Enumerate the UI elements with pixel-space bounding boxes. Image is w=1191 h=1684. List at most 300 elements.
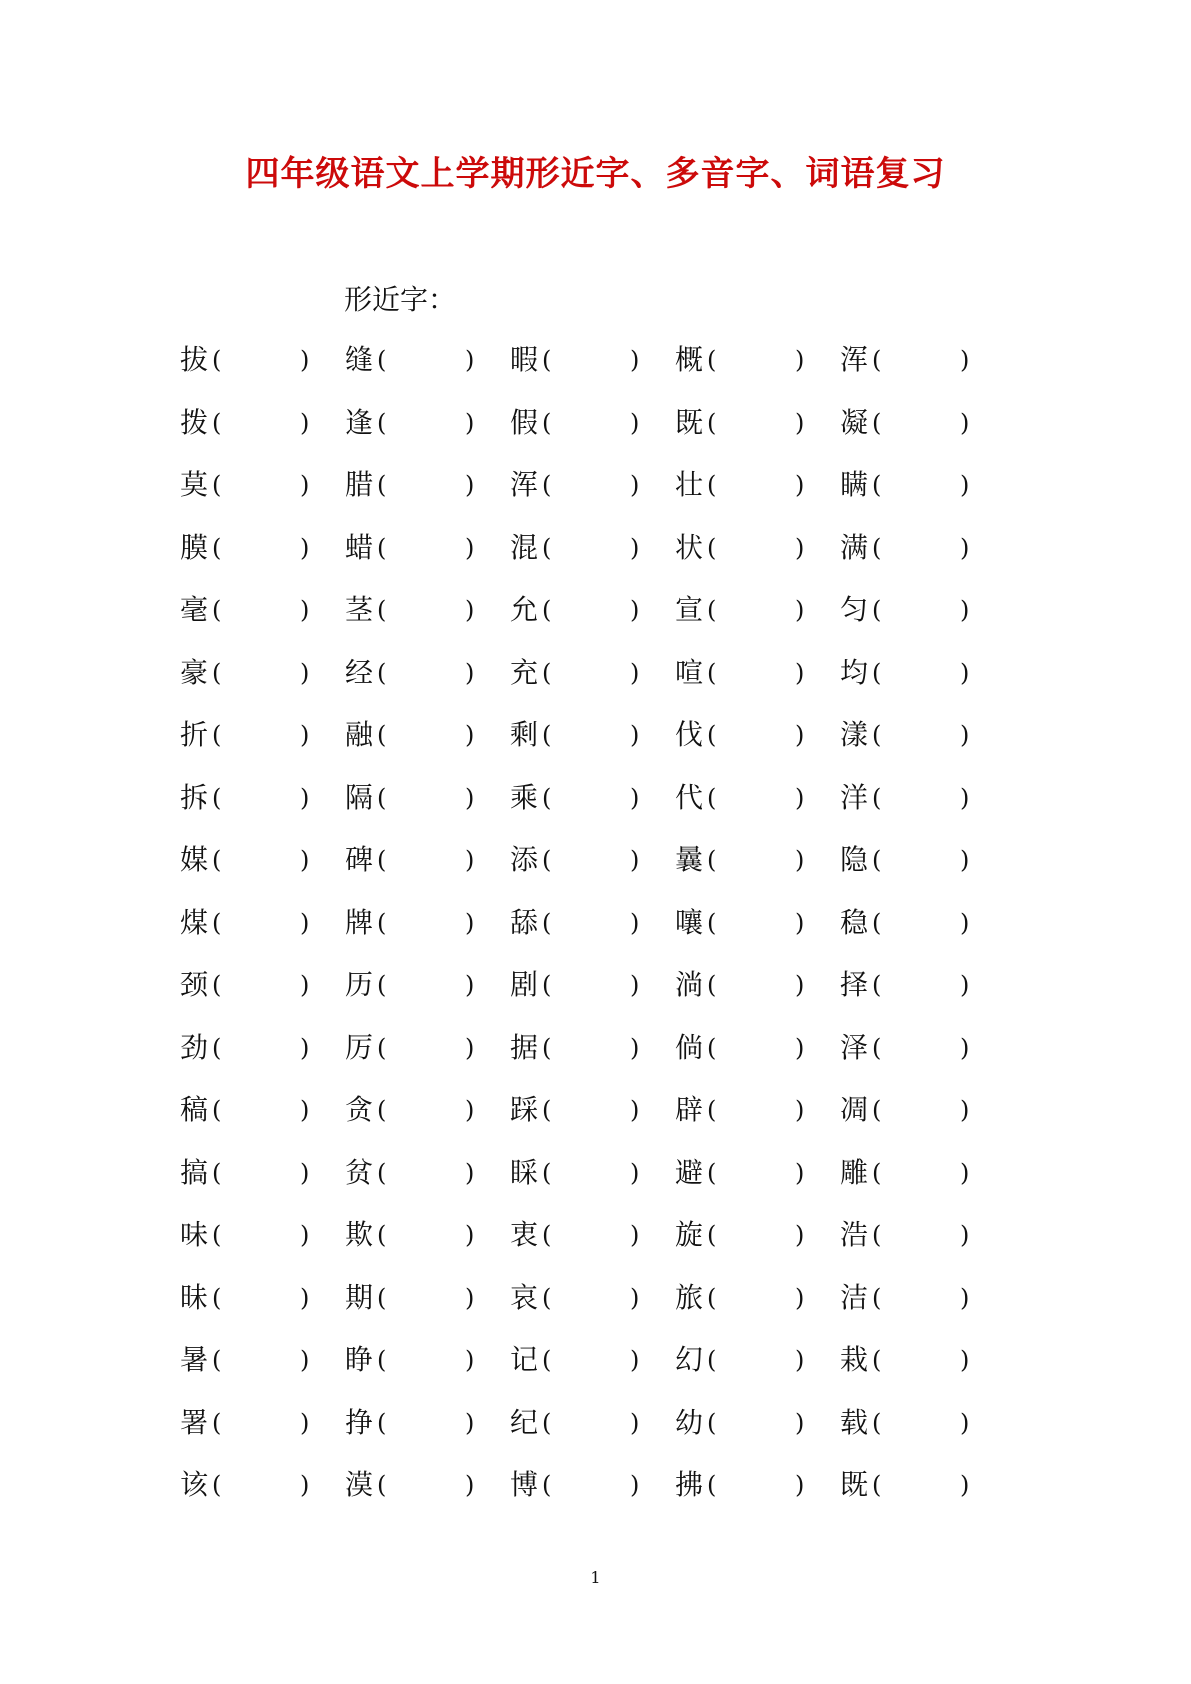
grid-row: [180, 1153, 980, 1216]
character: 衷: [510, 1218, 539, 1251]
open-paren: (: [707, 1033, 717, 1062]
char-cell: [675, 590, 840, 630]
char-cell: [180, 903, 345, 943]
char-cell: [675, 840, 840, 880]
open-paren: (: [707, 408, 717, 437]
char-cell: [840, 1465, 1005, 1505]
close-paren: ): [795, 346, 805, 374]
character: 署: [180, 1405, 209, 1439]
open-paren: (: [707, 1221, 717, 1249]
char-cell: [840, 1028, 1005, 1068]
char-cell: [840, 528, 1005, 568]
close-paren: ): [465, 533, 475, 562]
close-paren: ): [795, 783, 805, 812]
character: 代: [675, 780, 704, 814]
open-paren: (: [707, 346, 717, 374]
open-paren: (: [872, 1096, 882, 1124]
char-cell: [180, 403, 345, 443]
character: 乘: [510, 780, 539, 814]
character: 碑: [345, 843, 374, 876]
close-paren: ): [300, 471, 310, 499]
open-paren: (: [212, 346, 222, 374]
close-paren: ): [630, 783, 640, 812]
character: 博: [510, 1468, 539, 1501]
character: 蜡: [345, 530, 374, 564]
open-paren: (: [542, 1221, 552, 1249]
open-paren: (: [377, 471, 387, 499]
character: 隔: [345, 780, 374, 814]
close-paren: ): [960, 971, 970, 999]
close-paren: ): [630, 596, 640, 624]
character: 折: [180, 718, 209, 751]
close-paren: ): [795, 658, 805, 687]
character: 稳: [840, 905, 869, 939]
character: 该: [180, 1468, 209, 1501]
char-cell: [675, 715, 840, 755]
char-cell: [840, 340, 1005, 380]
close-paren: ): [795, 971, 805, 999]
character: 哀: [510, 1280, 539, 1314]
character: 漠: [345, 1468, 374, 1501]
close-paren: ): [630, 1033, 640, 1062]
grid-row: [180, 340, 980, 403]
open-paren: (: [212, 783, 222, 812]
char-cell: [510, 1278, 675, 1318]
open-paren: (: [707, 1096, 717, 1124]
open-paren: (: [707, 1283, 717, 1312]
open-paren: (: [212, 1283, 222, 1312]
character: 劲: [180, 1030, 209, 1064]
close-paren: ): [300, 596, 310, 624]
open-paren: (: [872, 1346, 882, 1374]
open-paren: (: [872, 1158, 882, 1187]
character: 幼: [675, 1405, 704, 1439]
char-cell: [510, 840, 675, 880]
open-paren: (: [377, 908, 387, 937]
char-cell: [180, 840, 345, 880]
char-cell: [180, 1465, 345, 1505]
character: 记: [510, 1343, 539, 1376]
char-cell: [840, 1153, 1005, 1193]
open-paren: (: [212, 1033, 222, 1062]
open-paren: (: [542, 783, 552, 812]
open-paren: (: [707, 908, 717, 937]
character: 幻: [675, 1343, 704, 1376]
char-cell: [180, 528, 345, 568]
char-cell: [510, 1028, 675, 1068]
character: 旅: [675, 1280, 704, 1314]
character: 媒: [180, 843, 209, 876]
character: 茎: [345, 593, 374, 626]
close-paren: ): [795, 1158, 805, 1187]
close-paren: ): [960, 596, 970, 624]
page-number: 1: [590, 1568, 601, 1587]
character: 豪: [180, 655, 209, 689]
close-paren: ): [960, 1408, 970, 1437]
grid-row: [180, 653, 980, 716]
character: 睬: [510, 1155, 539, 1189]
character: 洁: [840, 1280, 869, 1314]
open-paren: (: [212, 721, 222, 749]
close-paren: ): [795, 596, 805, 624]
char-cell: [345, 1340, 510, 1380]
open-paren: (: [377, 1096, 387, 1124]
character: 经: [345, 655, 374, 689]
close-paren: ): [300, 533, 310, 562]
open-paren: (: [377, 533, 387, 562]
character: 毫: [180, 593, 209, 626]
character: 稿: [180, 1093, 209, 1126]
char-cell: [345, 340, 510, 380]
char-cell: [675, 403, 840, 443]
char-cell: [675, 340, 840, 380]
open-paren: (: [872, 908, 882, 937]
character: 允: [510, 593, 539, 626]
character: 剩: [510, 718, 539, 751]
close-paren: ): [300, 346, 310, 374]
close-paren: ): [300, 1408, 310, 1437]
open-paren: (: [707, 658, 717, 687]
char-cell: [675, 778, 840, 818]
char-cell: [510, 653, 675, 693]
close-paren: ): [960, 1346, 970, 1374]
char-cell: [510, 778, 675, 818]
open-paren: (: [212, 1221, 222, 1249]
close-paren: ): [465, 346, 475, 374]
section-label: 形近字：: [344, 283, 457, 316]
close-paren: ): [300, 783, 310, 812]
close-paren: ): [630, 1158, 640, 1187]
close-paren: ): [465, 1096, 475, 1124]
close-paren: ): [960, 1471, 970, 1499]
close-paren: ): [465, 1408, 475, 1437]
char-cell: [510, 965, 675, 1005]
char-cell: [510, 340, 675, 380]
char-cell: [510, 1465, 675, 1505]
close-paren: ): [300, 908, 310, 937]
open-paren: (: [377, 1283, 387, 1312]
char-cell: [180, 465, 345, 505]
char-cell: [840, 715, 1005, 755]
open-paren: (: [212, 1471, 222, 1499]
open-paren: (: [542, 1471, 552, 1499]
char-cell: [675, 1403, 840, 1443]
char-cell: [345, 465, 510, 505]
character: 淌: [675, 968, 704, 1001]
char-cell: [840, 1278, 1005, 1318]
open-paren: (: [377, 1346, 387, 1374]
char-cell: [675, 1215, 840, 1255]
close-paren: ): [960, 1283, 970, 1312]
close-paren: ): [795, 533, 805, 562]
open-paren: (: [872, 971, 882, 999]
close-paren: ): [630, 1096, 640, 1124]
char-cell: [180, 1090, 345, 1130]
char-cell: [675, 528, 840, 568]
open-paren: (: [542, 1346, 552, 1374]
character: 隐: [840, 843, 869, 876]
character: 贫: [345, 1155, 374, 1189]
char-cell: [180, 1340, 345, 1380]
char-cell: [840, 1340, 1005, 1380]
close-paren: ): [960, 1033, 970, 1062]
char-cell: [345, 715, 510, 755]
character: 期: [345, 1280, 374, 1314]
character: 昧: [180, 1280, 209, 1314]
open-paren: (: [542, 408, 552, 437]
close-paren: ): [465, 1471, 475, 1499]
char-cell: [510, 528, 675, 568]
open-paren: (: [707, 1471, 717, 1499]
close-paren: ): [960, 1158, 970, 1187]
close-paren: ): [795, 1408, 805, 1437]
character: 壮: [675, 468, 704, 501]
character: 逢: [345, 405, 374, 439]
character: 旋: [675, 1218, 704, 1251]
open-paren: (: [377, 658, 387, 687]
open-paren: (: [872, 721, 882, 749]
open-paren: (: [872, 1283, 882, 1312]
character: 伐: [675, 718, 704, 751]
char-cell: [345, 1278, 510, 1318]
open-paren: (: [212, 846, 222, 874]
close-paren: ): [795, 721, 805, 749]
character: 睁: [345, 1343, 374, 1376]
char-cell: [510, 715, 675, 755]
open-paren: (: [542, 346, 552, 374]
close-paren: ): [465, 1158, 475, 1187]
close-paren: ): [630, 971, 640, 999]
grid-row: [180, 465, 980, 528]
open-paren: (: [542, 1158, 552, 1187]
close-paren: ): [465, 1346, 475, 1374]
character: 宣: [675, 593, 704, 626]
close-paren: ): [465, 658, 475, 687]
open-paren: (: [872, 658, 882, 687]
open-paren: (: [872, 846, 882, 874]
char-cell: [345, 1153, 510, 1193]
char-cell: [510, 590, 675, 630]
open-paren: (: [377, 346, 387, 374]
character: 混: [510, 530, 539, 564]
open-paren: (: [212, 658, 222, 687]
open-paren: (: [707, 846, 717, 874]
open-paren: (: [542, 721, 552, 749]
char-cell: [180, 590, 345, 630]
close-paren: ): [960, 533, 970, 562]
char-cell: [840, 465, 1005, 505]
char-cell: [510, 1090, 675, 1130]
close-paren: ): [300, 1221, 310, 1249]
character: 均: [840, 655, 869, 689]
close-paren: ): [630, 408, 640, 437]
open-paren: (: [377, 596, 387, 624]
close-paren: ): [630, 1408, 640, 1437]
grid-row: [180, 1465, 980, 1528]
close-paren: ): [300, 1158, 310, 1187]
close-paren: ): [630, 1346, 640, 1374]
character: 避: [675, 1155, 704, 1189]
char-cell: [840, 1215, 1005, 1255]
close-paren: ): [630, 846, 640, 874]
open-paren: (: [212, 1408, 222, 1437]
open-paren: (: [542, 1408, 552, 1437]
close-paren: ): [630, 346, 640, 374]
open-paren: (: [212, 1346, 222, 1374]
close-paren: ): [630, 1283, 640, 1312]
char-cell: [675, 903, 840, 943]
character: 曩: [675, 843, 704, 876]
char-cell: [675, 1340, 840, 1380]
char-cell: [510, 903, 675, 943]
open-paren: (: [212, 1158, 222, 1187]
character: 洋: [840, 780, 869, 814]
character: 纪: [510, 1405, 539, 1439]
close-paren: ): [795, 408, 805, 437]
char-cell: [180, 1153, 345, 1193]
close-paren: ): [795, 908, 805, 937]
open-paren: (: [872, 408, 882, 437]
character: 煤: [180, 905, 209, 939]
close-paren: ): [960, 1221, 970, 1249]
close-paren: ): [960, 783, 970, 812]
open-paren: (: [542, 471, 552, 499]
character: 舔: [510, 905, 539, 939]
open-paren: (: [212, 1096, 222, 1124]
char-cell: [840, 1090, 1005, 1130]
char-cell: [180, 778, 345, 818]
open-paren: (: [212, 408, 222, 437]
character: 概: [675, 343, 704, 376]
char-cell: [345, 653, 510, 693]
open-paren: (: [872, 1408, 882, 1437]
open-paren: (: [707, 721, 717, 749]
close-paren: ): [795, 1221, 805, 1249]
close-paren: ): [795, 846, 805, 874]
char-cell: [180, 653, 345, 693]
open-paren: (: [377, 1158, 387, 1187]
character: 颈: [180, 968, 209, 1001]
grid-row: [180, 965, 980, 1028]
open-paren: (: [377, 721, 387, 749]
open-paren: (: [542, 908, 552, 937]
open-paren: (: [542, 1096, 552, 1124]
character: 挣: [345, 1405, 374, 1439]
close-paren: ): [300, 1096, 310, 1124]
character: 辟: [675, 1093, 704, 1126]
close-paren: ): [630, 533, 640, 562]
character: 缝: [345, 343, 374, 376]
grid-row: [180, 1340, 980, 1403]
close-paren: ): [465, 846, 475, 874]
open-paren: (: [377, 846, 387, 874]
character: 剧: [510, 968, 539, 1001]
open-paren: (: [542, 658, 552, 687]
character: 择: [840, 968, 869, 1001]
close-paren: ): [465, 721, 475, 749]
close-paren: ): [465, 783, 475, 812]
char-cell: [180, 1278, 345, 1318]
open-paren: (: [872, 1471, 882, 1499]
character: 喧: [675, 655, 704, 689]
char-cell: [180, 1215, 345, 1255]
character: 栽: [840, 1343, 869, 1376]
grid-row: [180, 403, 980, 466]
open-paren: (: [542, 533, 552, 562]
close-paren: ): [630, 908, 640, 937]
close-paren: ): [465, 408, 475, 437]
char-cell: [510, 1403, 675, 1443]
character-grid: [180, 340, 980, 1528]
char-cell: [675, 1153, 840, 1193]
char-cell: [345, 1028, 510, 1068]
character: 假: [510, 405, 539, 439]
close-paren: ): [465, 1033, 475, 1062]
character: 匀: [840, 593, 869, 626]
open-paren: (: [707, 1346, 717, 1374]
character: 载: [840, 1405, 869, 1439]
grid-row: [180, 903, 980, 966]
character: 莫: [180, 468, 209, 501]
grid-row: [180, 1278, 980, 1341]
char-cell: [345, 1403, 510, 1443]
character: 瞒: [840, 468, 869, 501]
char-cell: [840, 903, 1005, 943]
open-paren: (: [707, 971, 717, 999]
close-paren: ): [960, 658, 970, 687]
character: 搞: [180, 1155, 209, 1189]
grid-row: [180, 840, 980, 903]
char-cell: [840, 590, 1005, 630]
close-paren: ): [300, 971, 310, 999]
open-paren: (: [377, 783, 387, 812]
character: 拨: [180, 405, 209, 439]
char-cell: [180, 340, 345, 380]
char-cell: [180, 1403, 345, 1443]
close-paren: ): [630, 471, 640, 499]
open-paren: (: [707, 1158, 717, 1187]
character: 膜: [180, 530, 209, 564]
character: 充: [510, 655, 539, 689]
close-paren: ): [465, 1221, 475, 1249]
character: 状: [675, 530, 704, 564]
character: 贪: [345, 1093, 374, 1126]
char-cell: [345, 1215, 510, 1255]
character: 凝: [840, 405, 869, 439]
char-cell: [510, 1340, 675, 1380]
char-cell: [840, 403, 1005, 443]
open-paren: (: [872, 471, 882, 499]
close-paren: ): [960, 846, 970, 874]
open-paren: (: [872, 596, 882, 624]
close-paren: ): [630, 1471, 640, 1499]
char-cell: [840, 778, 1005, 818]
open-paren: (: [212, 908, 222, 937]
character: 拆: [180, 780, 209, 814]
char-cell: [675, 1465, 840, 1505]
char-cell: [675, 965, 840, 1005]
char-cell: [345, 1465, 510, 1505]
char-cell: [675, 1090, 840, 1130]
open-paren: (: [212, 971, 222, 999]
char-cell: [180, 715, 345, 755]
char-cell: [345, 840, 510, 880]
open-paren: (: [872, 533, 882, 562]
character: 浑: [840, 343, 869, 376]
close-paren: ): [300, 1346, 310, 1374]
character: 浩: [840, 1218, 869, 1251]
close-paren: ): [465, 471, 475, 499]
